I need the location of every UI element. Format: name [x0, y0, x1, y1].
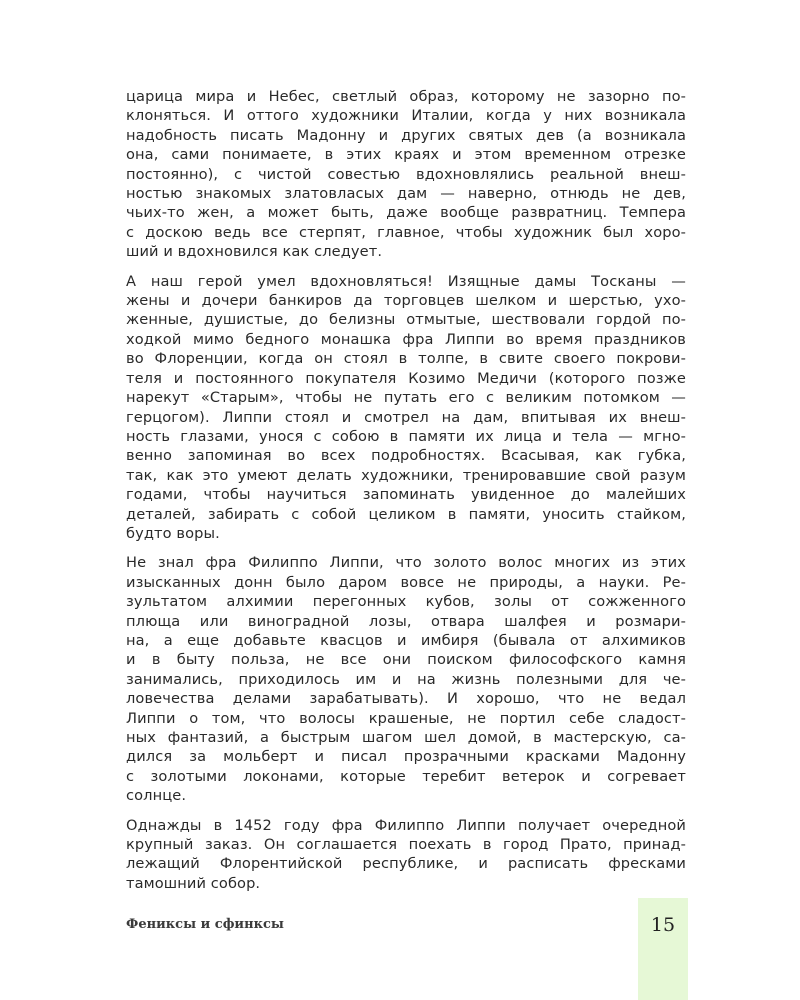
text-line: дился за мольберт и писал прозрачными красками Мадонну: [126, 748, 686, 766]
paragraph-2: [126, 272, 686, 544]
text-line: царица мира и Небес, светлый образ, которому не зазорно по-: [126, 88, 686, 105]
text-line: и в быту польза, не все они поиском философского камня: [126, 651, 686, 669]
text-line: во Флоренции, когда он стоял в толпе, в свите своего покрови-: [126, 350, 686, 368]
text-line: так, как это умеют делать художники, тренировавшие свой разум: [126, 466, 686, 484]
text-line: постоянно), с чистой совестью вдохновлялись реальной внеш-: [126, 165, 686, 183]
text-line: с доскою ведь все стерпят, главное, чтобы художник был хоро-: [126, 223, 686, 241]
text-line: теля и постоянного покупателя Козимо Медичи (которого позже: [126, 369, 686, 387]
text-line: надобность писать Мадонну и других святых дев (а возникала: [126, 126, 686, 144]
text-line: будто воры.: [126, 524, 220, 542]
text-line: годами, чтобы научиться запоминать увиденное до малейших: [126, 486, 686, 504]
running-footer-book-title: Фениксы и сфинксы: [126, 917, 284, 932]
text-line: А наш герой умел вдохновляться! Изящные дамы Тосканы —: [126, 272, 686, 290]
text-line: тамошний собор.: [126, 874, 261, 892]
text-line: ходкой мимо бедного монашка фра Липпи во время праздников: [126, 330, 686, 348]
text-line: женные, душистые, до белизны отмытые, шествовали гордой по-: [126, 311, 686, 329]
page-number: 15: [650, 914, 676, 936]
text-line: ность глазами, унося с собою в памяти их лица и тела — мгно-: [126, 427, 686, 445]
text-line: она, сами понимаете, в этих краях и этом временном отрезке: [126, 146, 686, 164]
text-line: ловечества делами зарабатывать). И хорошо, что не ведал: [126, 690, 686, 708]
text-line: на, а еще добавьте квасцов и имбиря (бывала от алхимиков: [126, 631, 686, 649]
text-line: лежащий Флорентийской республике, и расписать фресками: [126, 855, 686, 873]
text-line: венно запоминая во всех подробностях. Всасывая, как губка,: [126, 447, 686, 465]
text-line: жены и дочери банкиров да торговцев шелком и шерстью, ухо-: [126, 292, 686, 310]
page-number-tab: [638, 898, 688, 1000]
text-line: клоняться. И оттого художники Италии, когда у них возникала: [126, 107, 686, 125]
text-line: зультатом алхимии перегонных кубов, золы от сожженного: [126, 593, 686, 611]
text-line: Не знал фра Филиппо Липпи, что золото волос многих из этих: [126, 554, 686, 572]
text-line: деталей, забирать с собой целиком в памяти, уносить стайком,: [126, 505, 686, 523]
text-line: Липпи о том, что волосы крашеные, не портил себе сладост-: [126, 709, 686, 727]
text-line: солнце.: [126, 787, 187, 805]
paragraph-4: [126, 816, 686, 894]
text-line: занимались, приходилось им и на жизнь полезными для че-: [126, 670, 686, 688]
body-text: [126, 87, 686, 903]
paragraph-1: [126, 87, 686, 262]
text-line: ных фантазий, а быстрым шагом шел домой, в мастерскую, са-: [126, 729, 686, 746]
text-line: изысканных донн было даром вовсе не природы, а науки. Ре-: [126, 573, 686, 591]
text-line: ностью знакомых златовласых дам — наверно, отнюдь не дев,: [126, 185, 686, 203]
text-line: нарекут «Старым», чтобы не путать его с великим потомком —: [126, 389, 686, 407]
paragraph-3: [126, 553, 686, 805]
text-line: герцогом). Липпи стоял и смотрел на дам, впитывая их внеш-: [126, 408, 686, 426]
text-line: плюща или виноградной лозы, отвара шалфея и розмари-: [126, 612, 686, 630]
text-line: с золотыми локонами, которые теребит ветерок и согревает: [126, 767, 686, 785]
text-line: крупный заказ. Он соглашается поехать в город Прато, принад-: [126, 836, 686, 854]
text-line: чьих-то жен, а может быть, даже вообще развратниц. Темпера: [126, 204, 686, 222]
text-line: Однажды в 1452 году фра Филиппо Липпи получает очередной: [126, 816, 686, 834]
text-line: ший и вдохновился как следует.: [126, 243, 383, 261]
